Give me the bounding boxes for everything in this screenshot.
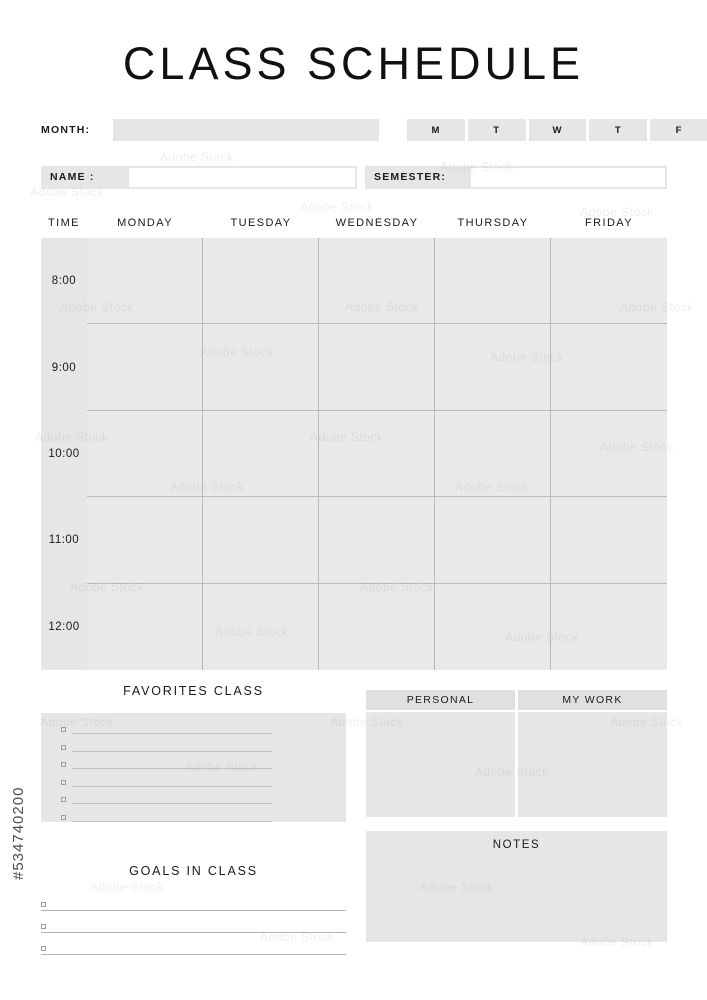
checkbox-icon[interactable] (41, 946, 46, 951)
personal-mywork-body (366, 712, 667, 817)
personal-title: PERSONAL (366, 690, 515, 710)
list-item[interactable] (61, 812, 287, 830)
asset-id-watermark: #534740200 (10, 786, 27, 880)
list-item[interactable] (61, 777, 287, 795)
favorites-class-box (41, 713, 346, 822)
checkbox-icon[interactable] (61, 762, 66, 767)
name-label: NAME : (50, 171, 95, 183)
checkbox-icon[interactable] (41, 924, 46, 929)
day-initial-wed[interactable]: W (529, 119, 587, 141)
watermark-text: Adobe Stock (580, 935, 654, 949)
schedule-cells (87, 238, 667, 670)
month-label: MONTH: (41, 124, 91, 136)
schedule-cell[interactable] (319, 584, 435, 670)
month-row (41, 119, 683, 141)
schedule-cell[interactable] (435, 497, 551, 583)
watermark-text: Adobe (330, 715, 368, 729)
name-semester-row (41, 166, 667, 189)
write-line (41, 954, 346, 955)
schedule-cell[interactable] (551, 238, 667, 324)
write-line (72, 733, 272, 734)
write-line (41, 910, 346, 911)
watermark-text: Adobe Stock (30, 185, 104, 199)
list-item[interactable] (41, 895, 346, 917)
column-header-tuesday: TUESDAY (230, 217, 292, 229)
schedule-cell[interactable] (551, 324, 667, 410)
column-header-friday: FRIDAY (585, 217, 633, 229)
notes-title: NOTES (492, 839, 541, 851)
goals-in-class-list (41, 895, 346, 961)
watermark-text: Adobe Stock (580, 205, 654, 219)
day-initial-tue[interactable]: T (468, 119, 526, 141)
schedule-cell[interactable] (87, 324, 203, 410)
list-item[interactable] (61, 759, 287, 777)
checkbox-icon[interactable] (61, 780, 66, 785)
month-input[interactable] (113, 119, 379, 141)
name-field-group (41, 166, 357, 189)
favorites-class-list (61, 724, 287, 829)
semester-label: SEMESTER: (374, 171, 447, 183)
column-header-wednesday: WEDNESDAY (335, 217, 419, 229)
my-work-title: MY WORK (518, 690, 667, 710)
write-line (72, 786, 272, 787)
checkbox-icon[interactable] (41, 902, 46, 907)
schedule-cell[interactable] (87, 238, 203, 324)
schedule-cell[interactable] (87, 411, 203, 497)
write-line (41, 932, 346, 933)
list-item[interactable] (61, 794, 287, 812)
schedule-cell[interactable] (551, 411, 667, 497)
column-header-time: TIME (48, 217, 80, 229)
write-line (72, 803, 272, 804)
personal-mywork-header (366, 690, 667, 710)
time-label: 10:00 (48, 447, 80, 460)
semester-field-group (365, 166, 667, 189)
semester-input[interactable] (471, 168, 665, 187)
schedule-cell[interactable] (551, 584, 667, 670)
page-title: CLASS SCHEDULE (122, 38, 585, 89)
schedule-cell[interactable] (319, 411, 435, 497)
time-column (41, 238, 87, 670)
schedule-cell[interactable] (435, 584, 551, 670)
goals-in-class-title: GOALS IN CLASS (129, 864, 258, 878)
watermark-text: Adobe Stock (160, 150, 234, 164)
schedule-cell[interactable] (319, 497, 435, 583)
list-item[interactable] (61, 742, 287, 760)
my-work-input[interactable] (518, 712, 667, 817)
watermark-text: Stock (651, 715, 684, 729)
schedule-cell[interactable] (203, 411, 319, 497)
schedule-cell[interactable] (203, 584, 319, 670)
schedule-cell[interactable] (435, 238, 551, 324)
schedule-grid (41, 208, 667, 670)
schedule-cell[interactable] (551, 497, 667, 583)
notes-box[interactable] (366, 831, 667, 942)
schedule-cell[interactable] (87, 497, 203, 583)
write-line (72, 751, 272, 752)
column-header-thursday: THURSDAY (457, 217, 529, 229)
favorites-class-title: FAVORITES CLASS (123, 684, 264, 698)
checkbox-icon[interactable] (61, 745, 66, 750)
write-line (72, 768, 272, 769)
name-input[interactable] (129, 168, 355, 187)
schedule-cell[interactable] (435, 411, 551, 497)
schedule-cell[interactable] (435, 324, 551, 410)
watermark-text: Stock (661, 300, 694, 314)
list-item[interactable] (61, 724, 287, 742)
checkbox-icon[interactable] (61, 815, 66, 820)
time-label: 8:00 (51, 275, 77, 288)
list-item[interactable] (41, 939, 346, 961)
personal-input[interactable] (366, 712, 515, 817)
write-line (72, 821, 272, 822)
time-label: 9:00 (51, 361, 77, 374)
day-initial-thu[interactable]: T (589, 119, 647, 141)
schedule-cell[interactable] (319, 238, 435, 324)
day-initials-strip (407, 119, 707, 141)
schedule-cell[interactable] (203, 238, 319, 324)
day-initial-fri[interactable]: F (650, 119, 707, 141)
schedule-cell[interactable] (87, 584, 203, 670)
watermark-text: Adobe Stock (260, 930, 334, 944)
schedule-cell[interactable] (203, 497, 319, 583)
schedule-header-row (41, 208, 667, 238)
schedule-cell[interactable] (319, 324, 435, 410)
list-item[interactable] (41, 917, 346, 939)
watermark-text: Adobe Stock (90, 880, 164, 894)
column-header-monday: MONDAY (117, 217, 173, 229)
checkbox-icon[interactable] (61, 797, 66, 802)
schedule-cell[interactable] (203, 324, 319, 410)
checkbox-icon[interactable] (61, 727, 66, 732)
time-label: 12:00 (48, 620, 80, 633)
day-initial-mon[interactable]: M (407, 119, 465, 141)
watermark-text: Adobe Stock (300, 200, 374, 214)
time-label: 11:00 (48, 534, 80, 547)
